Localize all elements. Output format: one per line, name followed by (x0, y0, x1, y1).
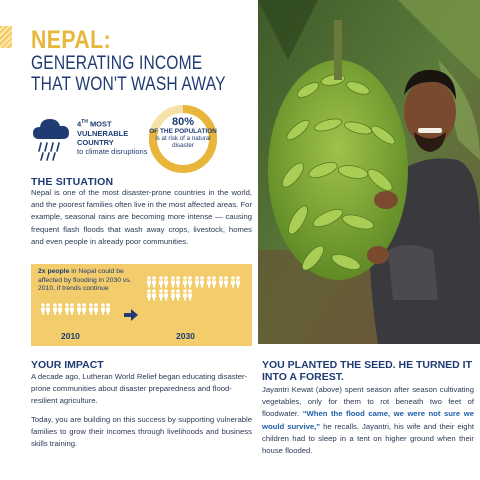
infographic-text (38, 268, 148, 294)
person-icon (159, 276, 168, 287)
vulnerable-rank: 4 (77, 119, 82, 129)
people-group-2010 (37, 303, 117, 329)
infographic-bold: 2x people (38, 268, 70, 275)
person-icon (147, 276, 156, 287)
arrow-right-icon (124, 309, 138, 321)
year-2030: 2030 (176, 331, 195, 341)
person-icon (147, 289, 156, 300)
infographic-rest: in Nepal could be affected by flooding in 2030 vs. 2010, if trends continue (38, 268, 132, 292)
title-country: NEPAL: (31, 26, 112, 54)
person-icon (195, 276, 204, 287)
decorative-stripe (0, 26, 12, 48)
impact-paragraph-1: A decade ago, Lutheran World Relief began educating disaster-prone communities about disaster preparedness and flood-resilient agriculture. (31, 372, 248, 406)
person-icon (183, 289, 192, 300)
page-title (31, 27, 251, 95)
farmer-with-bananas-photo (258, 0, 480, 344)
population-percent: 80% (171, 116, 195, 128)
impact-paragraph-2: Today, you are building on this success by supporting vulnerable families to grow their incomes through livelihoods and business skills training. (31, 415, 252, 449)
situation-heading: THE SITUATION (31, 176, 114, 188)
seed-heading: YOU PLANTED THE SEED. HE TURNED IT INTO A FOREST. (262, 359, 473, 383)
person-icon (53, 303, 62, 314)
person-icon (207, 276, 216, 287)
population-bold: OF THE POPULATION (149, 128, 217, 135)
vulnerable-bold: MOST VULNERABLE COUNTRY (77, 119, 129, 147)
title-line-1: GENERATING INCOME (31, 53, 203, 74)
population-rest: is at risk of a natural disaster (155, 135, 211, 149)
person-icon (231, 276, 240, 287)
seed-paragraph (262, 384, 474, 457)
person-icon (171, 289, 180, 300)
year-2010: 2010 (61, 331, 80, 341)
vulnerable-stat (77, 118, 157, 156)
seed-text-end: he recalls. Jayantri, his wife and their eight children had to sleep in a tent on higher ground when their house flooded. (262, 421, 474, 456)
person-icon (219, 276, 228, 287)
vulnerable-rank-suffix: TH (81, 119, 88, 125)
person-icon (159, 289, 168, 300)
person-icon (171, 276, 180, 287)
people-group-2030 (143, 276, 243, 328)
person-icon (183, 276, 192, 287)
impact-heading: YOUR IMPACT (31, 359, 104, 371)
vulnerable-rest: to climate disruptions (77, 146, 148, 156)
flood-infographic (31, 264, 252, 346)
person-icon (77, 303, 86, 314)
population-stat (148, 116, 218, 149)
person-icon (89, 303, 98, 314)
person-icon (41, 303, 50, 314)
seed-quote: “When the flood came, we were not sure we would survive,” (262, 409, 474, 431)
title-line-2: THAT WON'T WASH AWAY (31, 74, 226, 95)
rain-cloud-icon (31, 113, 71, 163)
person-icon (65, 303, 74, 314)
situation-body: Nepal is one of the most disaster-prone countries in the world, and the poorest families often live in the most affected areas. For example, seasonal rains are becoming more intense — causing frequent flash floods that wash away crops, livestock, homes and even people in already poor communities. (31, 188, 252, 246)
seed-text-start: Jayantri Kewat (above) spent season after season cultivating vegetables, only for them to rot beneath two feet of floodwater. (262, 385, 474, 419)
person-icon (101, 303, 110, 314)
